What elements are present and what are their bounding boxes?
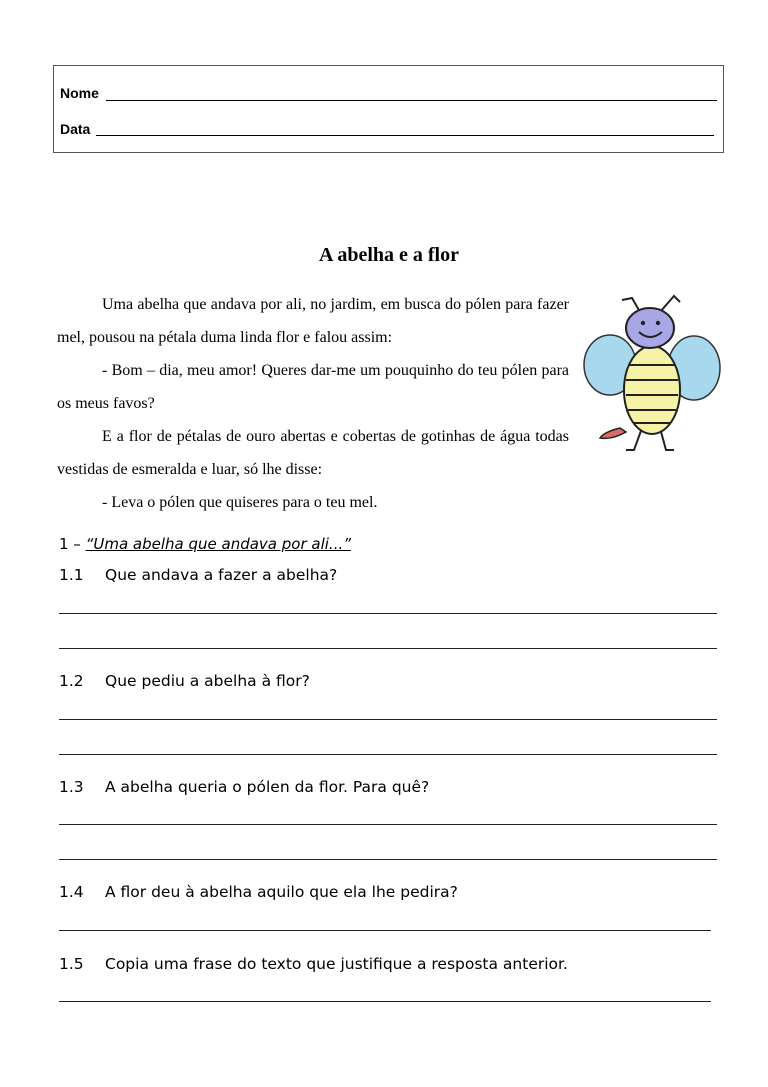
answer-line[interactable]: [59, 754, 717, 755]
answer-line[interactable]: [59, 648, 717, 649]
bee-body: [624, 346, 680, 434]
date-field[interactable]: [96, 135, 714, 136]
bee-eye: [656, 321, 660, 325]
question-text: A flor deu à abelha aquilo que ela lhe pedira?: [105, 883, 458, 901]
bee-head: [626, 308, 674, 348]
answer-line[interactable]: [59, 1001, 711, 1002]
question-number: 1.1: [59, 566, 84, 584]
date-label: Data: [60, 121, 91, 137]
story-paragraph: - Leva o pólen que quiseres para o teu mel.: [102, 494, 378, 511]
name-label: Nome: [60, 85, 99, 101]
question-text: Copia uma frase do texto que justifique a resposta anterior.: [105, 955, 568, 973]
question-number: 1.5: [59, 955, 84, 973]
answer-line[interactable]: [59, 719, 717, 720]
question-1-4: [59, 883, 458, 901]
answer-line[interactable]: [59, 824, 717, 825]
section-heading: [59, 535, 351, 553]
answer-line[interactable]: [59, 930, 711, 931]
question-1-3: [59, 778, 429, 796]
answer-line[interactable]: [59, 859, 717, 860]
bee-leg: [626, 428, 642, 450]
question-text: Que andava a fazer a abelha?: [105, 566, 338, 584]
question-number: 1.4: [59, 883, 84, 901]
bee-stinger: [600, 428, 626, 438]
story-title: A abelha e a flor: [319, 244, 459, 266]
story-paragraph: Uma abelha que andava por ali, no jardim, em busca do pólen para fazer mel, pousou na pétala duma linda flor e falou assim:: [57, 296, 569, 346]
student-info-box: [53, 65, 724, 153]
question-1-1: [59, 566, 337, 584]
question-1-2: [59, 672, 310, 690]
question-text: A abelha queria o pólen da flor. Para quê?: [105, 778, 430, 796]
section-number: 1 –: [59, 535, 81, 553]
question-number: 1.2: [59, 672, 84, 690]
question-number: 1.3: [59, 778, 84, 796]
answer-line[interactable]: [59, 613, 717, 614]
bee-eye: [641, 321, 645, 325]
story-paragraph: E a flor de pétalas de ouro abertas e cobertas de gotinhas de água todas vestidas de esmeralda e luar, só lhe disse:: [57, 428, 569, 478]
question-1-5: [59, 955, 568, 973]
section-quote: “Uma abelha que andava por ali...”: [85, 535, 352, 553]
name-field[interactable]: [106, 100, 717, 101]
bee-antenna: [660, 296, 680, 312]
question-text: Que pediu a abelha à flor?: [105, 672, 310, 690]
bee-illustration: [582, 290, 722, 460]
story-paragraph: - Bom – dia, meu amor! Queres dar-me um pouquinho do teu pólen para os meus favos?: [57, 362, 569, 412]
story-text: [57, 288, 569, 519]
